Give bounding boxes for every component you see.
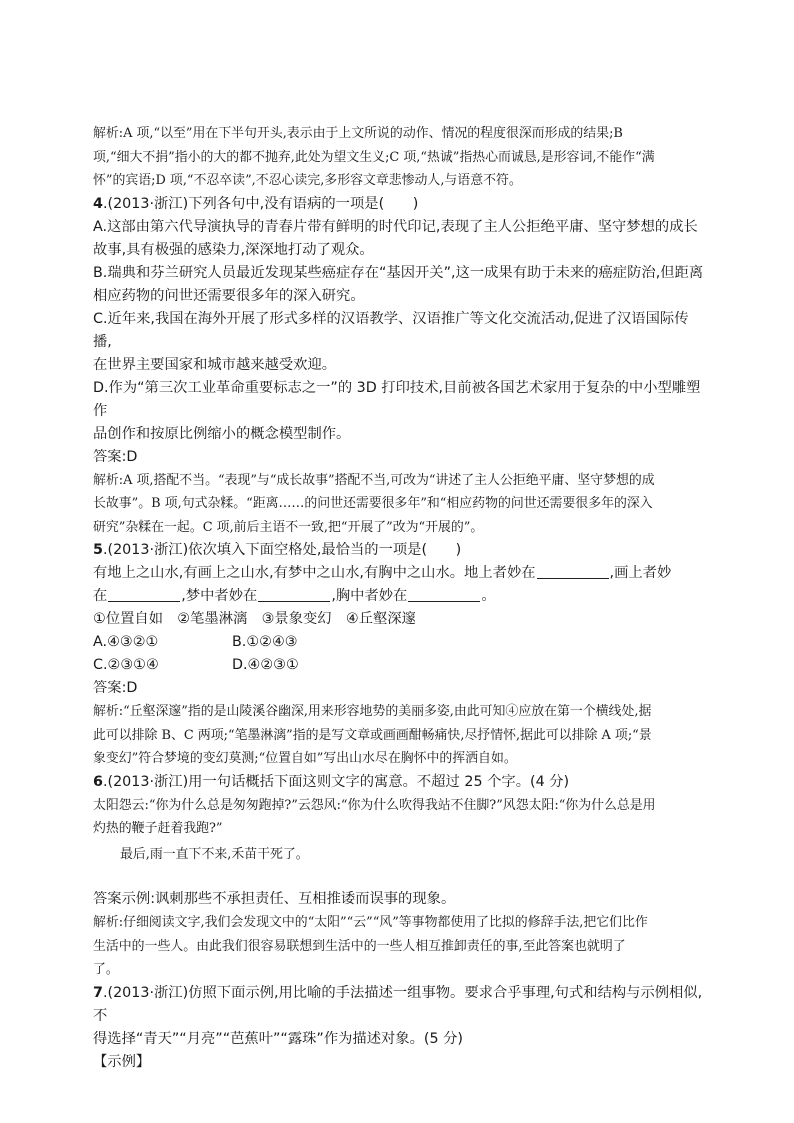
question-stem: 6.(2013·浙江)用一句话概括下面这则文字的寓意。不超过 25 个字。(4 分) — [93, 773, 570, 790]
choice-list: ①位置自如 ②笔墨淋漓 ③景象变幻 ④丘壑深邃 — [93, 611, 416, 627]
question-stem: 7.(2013·浙江)仿照下面示例,用比喻的手法描述一组事物。要求合乎事理,句式和结构与示例相似,不 — [93, 984, 703, 1024]
option-b: B.①②④③ — [232, 634, 298, 650]
fill-blank-3 — [258, 587, 330, 602]
fill-blank-4 — [408, 587, 480, 602]
explanation: 解析:仔细阅读文字,我们会发现文中的“太阳”“云”“风”等事物都使用了比拟的修辞手法,把它们比作 — [93, 915, 648, 930]
fill-blank-1 — [537, 564, 609, 579]
explanation: 解析:A 项,搭配不当。“表现”与“成长故事”搭配不当,可改为“讲述了主人公拒绝平庸、坚守梦想的成 — [93, 472, 655, 488]
answer: 答案示例:讽刺那些不承担责任、互相推诿而误事的现象。 — [93, 891, 456, 907]
question-6: 6.(2013·浙江)用一句话概括下面这则文字的寓意。不超过 25 个字。(4 分) 太阳怨云:“你为什么总是匆匆跑掉?”云怨风:“你为什么吹得我站不住脚?”风怨太阳:“你为什么总是用 灼热的鞭子赶着我跑?” 最后,雨一直下不来,禾苗干死了。 答案示例:讽刺那些不承担责任、互相推诿而误事的现象。 解析:仔细阅读文字,我们会发现文中的“太阳”“云”“风”等事物都使用了比拟的修辞手法,把它们比作 生活中的一些人。由此我们很容易联想到生活中的一些人相互推卸责任的事,至此答案也就明了 了。 — [93, 771, 705, 982]
question-5: 5.(2013·浙江)依次填入下面空格处,最恰当的一项是( ) 有地上之山水,有画上之山水,有梦中之山水,有胸中之山水。地上者妙在 ,画上者妙 在 ,梦中者妙在 ,胸中者妙在 。 ①位置自如 ②笔墨淋漓 ③景象变幻 ④丘壑深邃 A.④③②① B.①②④③ C.②③①④ D.④②③① 答案:D 解析:“丘壑深邃”指的是山陵溪谷幽深,用来形容地势的美丽多姿,由此可知④应放在第一个横线处,据 此可以排除 B、C 两项;“笔墨淋漓”指的是写文章或画画酣畅痛快,尽抒情怀,据此可以排除 A 项;“景 象变幻”符合梦境的变幻莫测;“位置自如”写出山水尽在胸怀中的挥洒自如。 — [93, 539, 705, 771]
answer: 答案:D — [93, 448, 138, 465]
q3-explanation: 解析:A 项,“以至”用在下半句开头,表示由于上文所说的动作、情况的程度很深而形成的结果;B 项,“细大不捐”指小的大的都不抛弃,此处为望文生义;C 项,“热诚”指热心而诚恳,是形容词,不能作“满 怀”的宾语;D 项,“不忍卒读”,不忍心读完,多形容文章悲惨动人,与语意不符。 — [93, 126, 655, 188]
example-label: 【示例】 — [93, 1053, 151, 1070]
explanation: 解析:“丘壑深邃”指的是山陵溪谷幽深,用来形容地势的美丽多姿,由此可知④应放在第一个横线处,据 — [93, 704, 652, 719]
question-4: 4.(2013·浙江)下列各句中,没有语病的一项是( ) A.这部由第六代导演执导的青春片带有鲜明的时代印记,表现了主人公拒绝平庸、坚守梦想的成长 故事,具有极强的感染力,深深地打动了观众。 B.瑞典和芬兰研究人员最近发现某些癌症存在“基因开关”,这一成果有助于未来的癌症防治,但距离 相应药物的问世还需要很多年的深入研究。 C.近年来,我国在海外开展了形式多样的汉语教学、汉语推广等文化交流活动,促进了汉语国际传播, 在世界主要国家和城市越来越受欢迎。 D.作为“第三次工业革命重要标志之一”的 3D 打印技术,目前被各国艺术家用于复杂的中小型雕塑作 品创作和按原比例缩小的概念模型制作。 答案:D 解析:A 项,搭配不当。“表现”与“成长故事”搭配不当,可改为“讲述了主人公拒绝平庸、坚守梦想的成 长故事”。B 项,句式杂糅。“距离……的问世还需要很多年”和“相应药物的问世还需要很多年的深入 研究”杂糅在一起。C 项,前后主语不一致,把“开展了”改为“开展的”。 — [93, 193, 705, 540]
document-body — [93, 122, 705, 1074]
question-7: 7.(2013·浙江)仿照下面示例,用比喻的手法描述一组事物。要求合乎事理,句式和结构与示例相似,不 得选择“青天”“月亮”“芭蕉叶”“露珠”作为描述对象。(5 分) 【示例】 — [93, 982, 705, 1074]
option-b: B.瑞典和芬兰研究人员最近发现某些癌症存在“基因开关”,这一成果有助于未来的癌症防治,但距离 — [93, 264, 704, 281]
option-d: D.作为“第三次工业革命重要标志之一”的 3D 打印技术,目前被各国艺术家用于复杂的中小型雕塑作 — [93, 379, 701, 419]
question-stem: 4.(2013·浙江)下列各句中,没有语病的一项是( ) — [93, 195, 419, 212]
explanation-label: 解析 — [93, 126, 119, 141]
answer: 答案:D — [93, 680, 138, 696]
option-c: C.近年来,我国在海外开展了形式多样的汉语教学、汉语推广等文化交流活动,促进了汉语国际传播, — [93, 310, 689, 350]
option-c: C.②③①④ — [93, 657, 159, 673]
fill-blank-2 — [108, 587, 180, 602]
option-a: A.④③②① — [93, 634, 159, 650]
option-d: D.④②③① — [232, 657, 299, 673]
option-a: A.这部由第六代导演执导的青春片带有鲜明的时代印记,表现了主人公拒绝平庸、坚守梦想的成长 — [93, 218, 698, 235]
question-stem: 5.(2013·浙江)依次填入下面空格处,最恰当的一项是( ) — [93, 542, 462, 558]
passage: 太阳怨云:“你为什么总是匆匆跑掉?”云怨风:“你为什么吹得我站不住脚?”风怨太阳:“你为什么总是用 — [93, 797, 656, 813]
